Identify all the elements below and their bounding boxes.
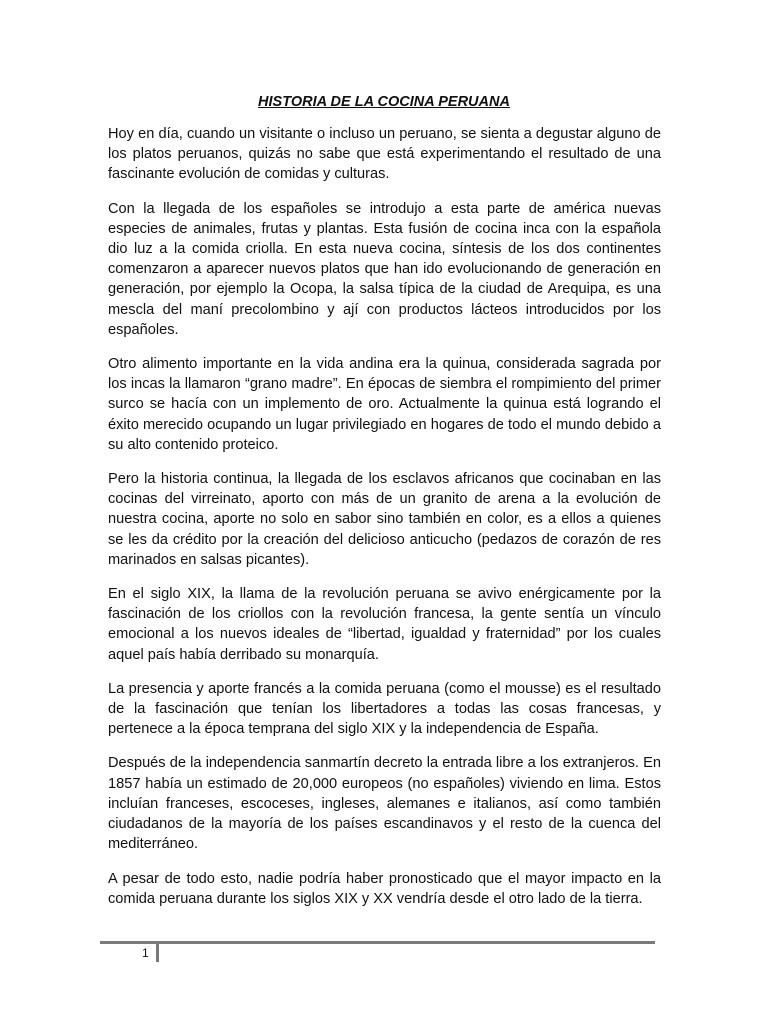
footer-divider — [100, 941, 655, 944]
page-number: 1 — [142, 946, 149, 960]
paragraph-2: Con la llegada de los españoles se introdujo a esta parte de américa nuevas especies de animales, frutas y plantas. Esta fusión de cocina inca con la española dio luz a la comida criolla. En esta nueva cocina, síntesis de los dos continentes comenzaron a aparecer nuevos platos que han ido evolucionando de generación en generación, por ejemplo la Ocopa, la salsa típica de la ciudad de Arequipa, es una mescla del maní precolombino y ají con productos lácteos introducidos por los españoles. — [108, 200, 661, 338]
document-title: HISTORIA DE LA COCINA PERUANA — [258, 94, 510, 110]
paragraph-8: A pesar de todo esto, nadie podría haber pronosticado que el mayor impacto en la comida peruana durante los siglos XIX y XX vendría desde el otro lado de la tierra. — [108, 870, 661, 907]
paragraph-7: Después de la independencia sanmartín decreto la entrada libre a los extranjeros. En 1857 había un estimado de 20,000 europeos (no españoles) viviendo en lima. Estos incluían franceses, escoceses, ingleses, alemanes e italianos, así como también ciudadanos de la mayoría de los países escandinavos y el resto de la cuenca del mediterráneo. — [108, 755, 661, 853]
paragraph-5: En el siglo XIX, la llama de la revolución peruana se avivo enérgicamente por la fascinación de los criollos con la revolución francesa, la gente sentía un vínculo emocional a los nuevos ideales de “libertad, igualdad y fraternidad” por los cuales aquel país había derribado su monarquía. — [108, 586, 661, 663]
page-number-divider — [156, 944, 159, 962]
paragraph-1: Hoy en día, cuando un visitante o incluso un peruano, se sienta a degustar alguno de los platos peruanos, quizás no sabe que está experimentando el resultado de una fascinante evolución de comidas y culturas. — [108, 126, 661, 183]
document-body — [108, 124, 661, 923]
paragraph-3: Otro alimento importante en la vida andina era la quinua, considerada sagrada por los incas la llamaron “grano madre”. En épocas de siembra el rompimiento del primer surco se hacía con un implemento de oro. Actualmente la quinua está logrando el éxito merecido ocupando un lugar privilegiado en hogares de todo el mundo debido a su alto contenido proteico. — [108, 356, 661, 453]
paragraph-6: La presencia y aporte francés a la comida peruana (como el mousse) es el resultado de la fascinación que tenían los libertadores a todas las cosas francesas, y pertenece a la época temprana del siglo XIX y la independencia de España. — [108, 680, 661, 738]
paragraph-4: Pero la historia continua, la llegada de los esclavos africanos que cocinaban en las cocinas del virreinato, aporto con más de un granito de arena a la evolución de nuestra cocina, aporte no solo en sabor sino también en color, es a ellos a quienes se les da crédito por la creación del delicioso anticucho (pedazos de corazón de res marinados en salsas picantes). — [108, 471, 661, 568]
